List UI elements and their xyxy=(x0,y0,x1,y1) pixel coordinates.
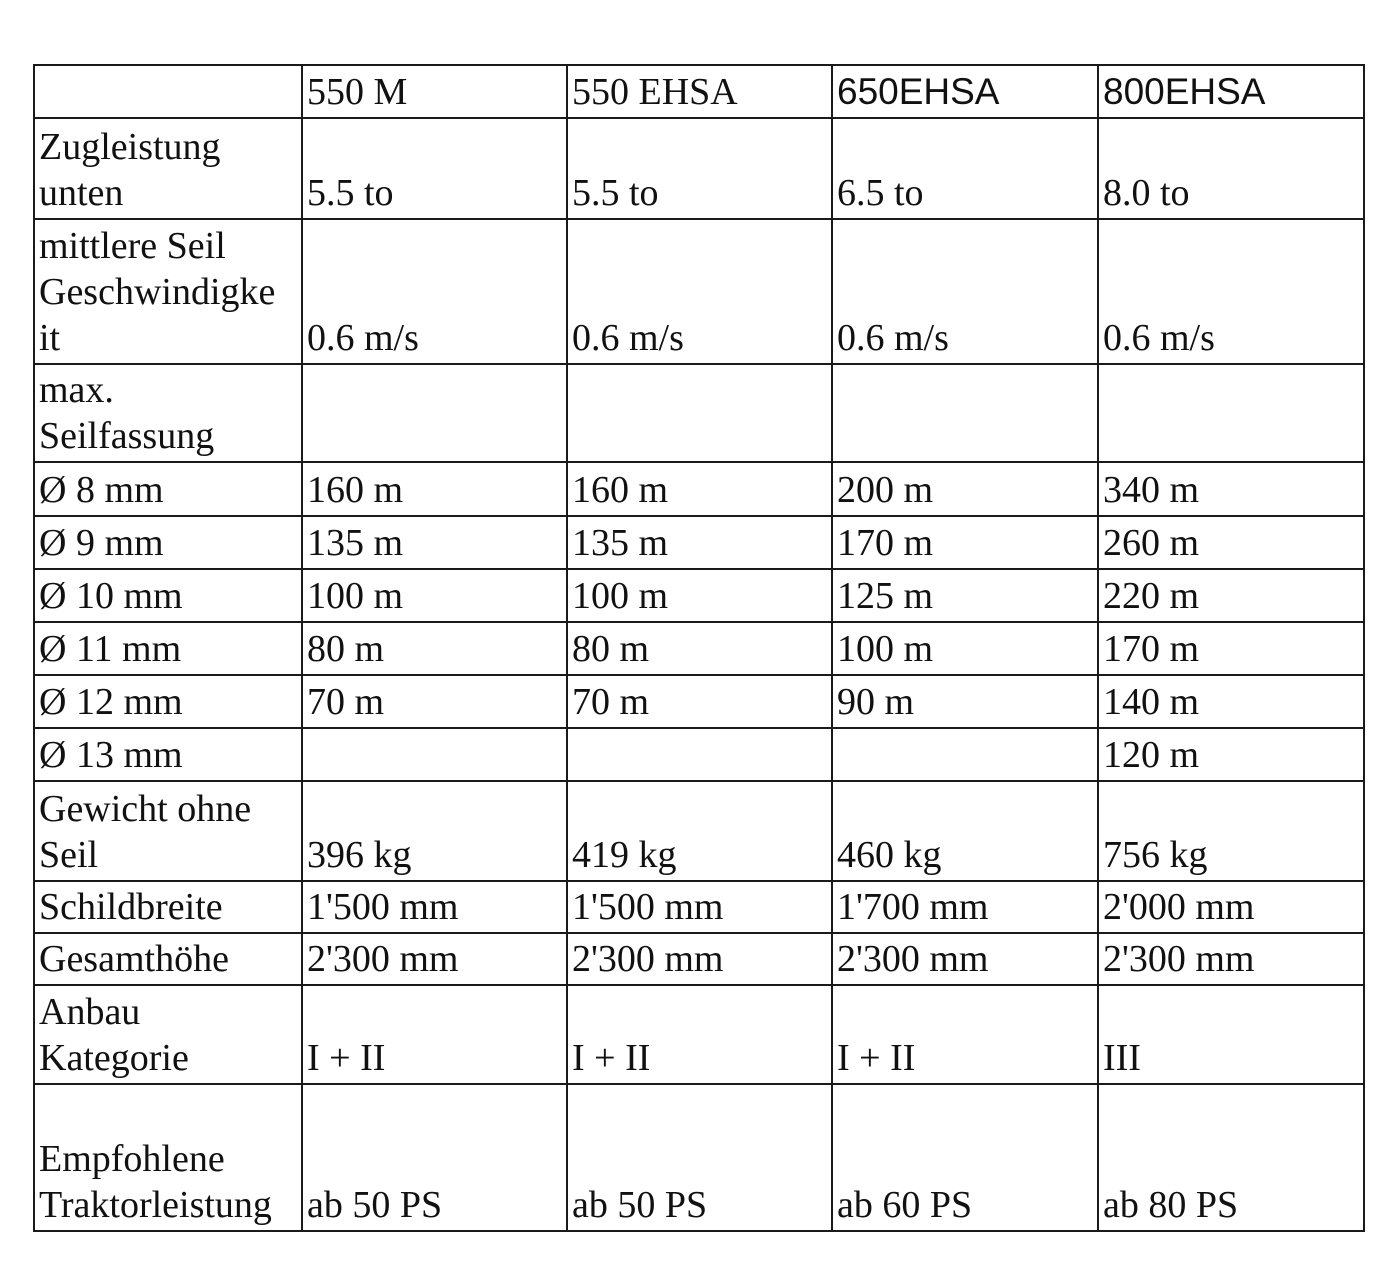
table-cell: 170 m xyxy=(832,516,1098,569)
table-cell: 1'500 mm xyxy=(302,881,567,933)
table-cell: 125 m xyxy=(832,569,1098,622)
row-label: Gesamthöhe xyxy=(34,933,302,985)
row-label xyxy=(34,985,302,1084)
row-label-line: Gewicht ohne xyxy=(39,787,252,830)
table-row-traktor xyxy=(34,1084,1364,1231)
spec-sheet xyxy=(33,64,1363,1232)
table-row-d13 xyxy=(34,728,1364,781)
table-row-zugleistung xyxy=(34,118,1364,218)
table-cell: ab 60 PS xyxy=(832,1084,1098,1231)
table-cell: 100 m xyxy=(832,622,1098,675)
row-label xyxy=(34,781,302,880)
table-cell: 0.6 m/s xyxy=(1098,219,1364,364)
table-cell: 5.5 to xyxy=(302,118,567,218)
table-cell: 70 m xyxy=(302,675,567,728)
table-cell: ab 50 PS xyxy=(567,1084,832,1231)
table-cell: 100 m xyxy=(567,569,832,622)
table-cell: 460 kg xyxy=(832,781,1098,880)
spec-table xyxy=(33,64,1365,1232)
header-model-800ehsa: 800EHSA xyxy=(1098,65,1364,118)
table-cell xyxy=(832,364,1098,462)
table-cell: 2'300 mm xyxy=(302,933,567,985)
table-cell: 140 m xyxy=(1098,675,1364,728)
row-label-line: Zugleistung xyxy=(39,125,221,168)
table-cell: 2'300 mm xyxy=(567,933,832,985)
table-row-d9 xyxy=(34,516,1364,569)
row-label: Ø 11 mm xyxy=(34,622,302,675)
table-cell: 200 m xyxy=(832,462,1098,515)
table-cell: 0.6 m/s xyxy=(302,219,567,364)
row-label: Schildbreite xyxy=(34,881,302,933)
table-cell: I + II xyxy=(832,985,1098,1084)
table-cell: I + II xyxy=(302,985,567,1084)
table-cell: 80 m xyxy=(302,622,567,675)
table-cell xyxy=(302,364,567,462)
row-label-line: Geschwindigke xyxy=(39,271,276,313)
row-label-line: unten xyxy=(39,171,124,214)
table-cell: ab 50 PS xyxy=(302,1084,567,1231)
row-label: Ø 12 mm xyxy=(34,675,302,728)
table-cell: I + II xyxy=(567,985,832,1084)
row-label xyxy=(34,219,302,364)
table-row-d11 xyxy=(34,622,1364,675)
table-row-gesamthoehe xyxy=(34,933,1364,985)
table-cell: 260 m xyxy=(1098,516,1364,569)
row-label xyxy=(34,118,302,218)
table-cell xyxy=(832,728,1098,781)
table-cell: 1'500 mm xyxy=(567,881,832,933)
table-cell: 8.0 to xyxy=(1098,118,1364,218)
table-row-gewicht xyxy=(34,781,1364,880)
table-cell: 756 kg xyxy=(1098,781,1364,880)
table-row-seilfassung xyxy=(34,364,1364,462)
header-model-550m: 550 M xyxy=(302,65,567,118)
row-label: Ø 9 mm xyxy=(34,516,302,569)
row-label-line: it xyxy=(39,317,61,359)
row-label-line: Traktorleistung xyxy=(39,1184,272,1226)
table-cell: 160 m xyxy=(567,462,832,515)
table-cell: 70 m xyxy=(567,675,832,728)
header-model-550ehsa: 550 EHSA xyxy=(567,65,832,118)
header-row xyxy=(34,65,1364,118)
row-label xyxy=(34,1084,302,1231)
table-cell: 340 m xyxy=(1098,462,1364,515)
table-cell: 90 m xyxy=(832,675,1098,728)
row-label-line: Seilfassung xyxy=(39,415,215,458)
table-row-d12 xyxy=(34,675,1364,728)
row-label-line: max. xyxy=(39,369,114,412)
row-label: Ø 8 mm xyxy=(34,462,302,515)
table-cell: 6.5 to xyxy=(832,118,1098,218)
table-cell: 160 m xyxy=(302,462,567,515)
table-cell: 170 m xyxy=(1098,622,1364,675)
table-cell xyxy=(1098,364,1364,462)
header-model-650ehsa: 650EHSA xyxy=(832,65,1098,118)
table-cell: 396 kg xyxy=(302,781,567,880)
table-row-d10 xyxy=(34,569,1364,622)
row-label xyxy=(34,364,302,462)
table-cell: 120 m xyxy=(1098,728,1364,781)
table-cell: 2'000 mm xyxy=(1098,881,1364,933)
row-label: Ø 13 mm xyxy=(34,728,302,781)
table-cell: 80 m xyxy=(567,622,832,675)
table-row-d8 xyxy=(34,462,1364,515)
header-corner-cell xyxy=(34,65,302,118)
row-label-line: mittlere Seil xyxy=(39,225,226,267)
row-label-line: Anbau xyxy=(39,991,141,1034)
table-cell: 100 m xyxy=(302,569,567,622)
table-cell: 5.5 to xyxy=(567,118,832,218)
table-cell: 220 m xyxy=(1098,569,1364,622)
table-cell: III xyxy=(1098,985,1364,1084)
row-label-line: Seil xyxy=(39,833,99,876)
table-cell: 135 m xyxy=(567,516,832,569)
table-row-schildbreite xyxy=(34,881,1364,933)
row-label-line: Empfohlene xyxy=(39,1138,225,1180)
table-cell: 419 kg xyxy=(567,781,832,880)
table-cell: 1'700 mm xyxy=(832,881,1098,933)
row-label-line: Kategorie xyxy=(39,1037,189,1080)
table-cell xyxy=(567,728,832,781)
table-row-geschwindigkeit xyxy=(34,219,1364,364)
row-label: Ø 10 mm xyxy=(34,569,302,622)
table-cell: 0.6 m/s xyxy=(832,219,1098,364)
table-cell: 0.6 m/s xyxy=(567,219,832,364)
table-cell: 2'300 mm xyxy=(1098,933,1364,985)
table-row-anbau xyxy=(34,985,1364,1084)
table-cell: ab 80 PS xyxy=(1098,1084,1364,1231)
table-cell xyxy=(567,364,832,462)
table-cell: 2'300 mm xyxy=(832,933,1098,985)
table-cell xyxy=(302,728,567,781)
table-cell: 135 m xyxy=(302,516,567,569)
